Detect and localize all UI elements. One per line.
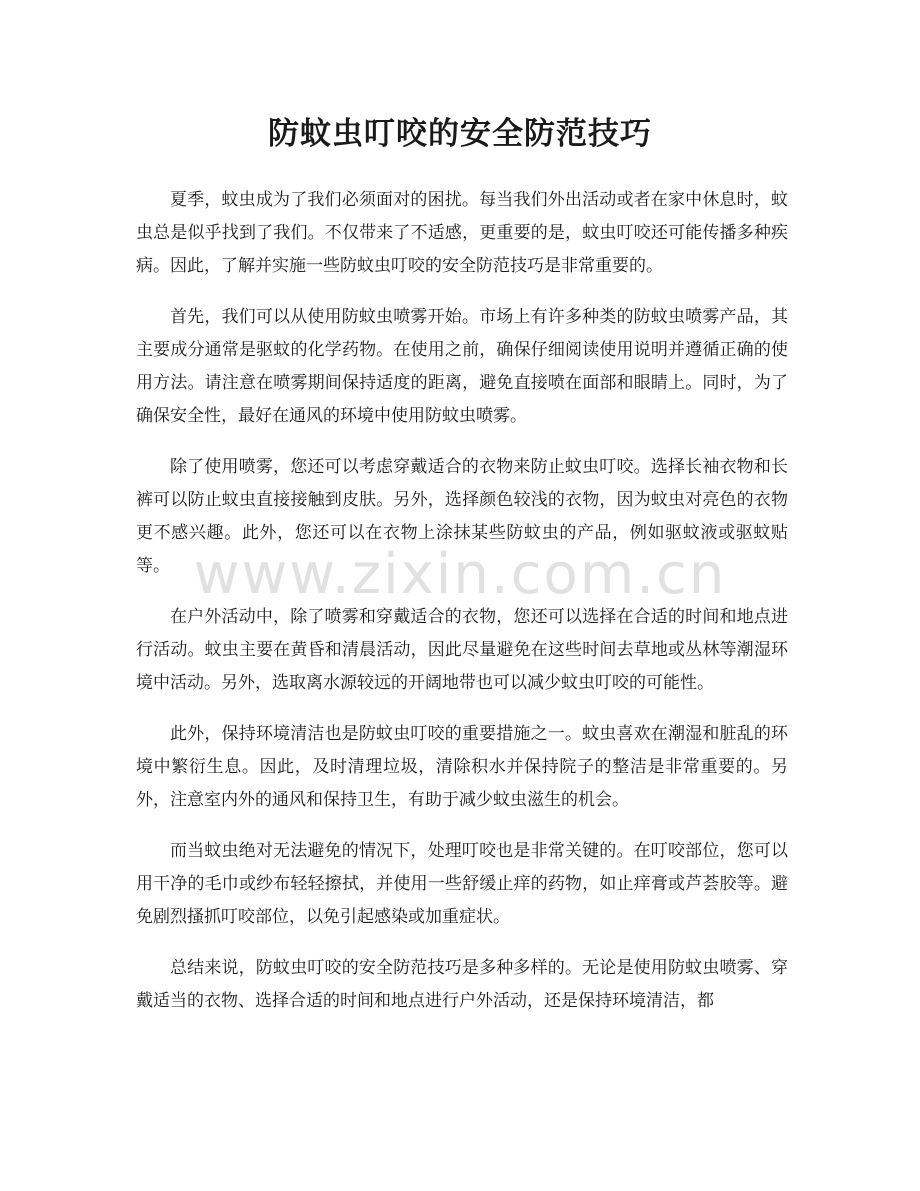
watermark: www.zixin.com.cn (193, 542, 727, 607)
document-body (136, 184, 788, 1036)
paragraph-6: 而当蚊虫绝对无法避免的情况下，处理叮咬也是非常关键的。在叮咬部位，您可以用干净的毛巾或纱布轻轻擦拭，并使用一些舒缓止痒的药物，如止痒膏或芦荟胶等。避免剧烈搔抓叮咬部位，以免引起感染或加重症状。 (136, 841, 788, 927)
paragraph-3: 除了使用喷雾，您还可以考虑穿戴适合的衣物来防止蚊虫叮咬。选择长袖衣物和长裤可以防止蚊虫直接接触到皮肤。另外，选择颜色较浅的衣物，因为蚊虫对亮色的衣物更不感兴趣。此外，您还可以在衣物上涂抹某些防蚊虫的产品，例如驱蚊液或驱蚊贴等。 (136, 457, 788, 576)
paragraph-5: 此外，保持环境清洁也是防蚊虫叮咬的重要措施之一。蚊虫喜欢在潮湿和脏乱的环境中繁衍生息。因此，及时清理垃圾，清除积水并保持院子的整洁是非常重要的。另外，注意室内外的通风和保持卫生，有助于减少蚊虫滋生的机会。 (136, 724, 788, 810)
paragraph-4: 在户外活动中，除了喷雾和穿戴适合的衣物，您还可以选择在合适的时间和地点进行活动。蚊虫主要在黄昏和清晨活动，因此尽量避免在这些时间去草地或丛林等潮湿环境中活动。另外，选取离水源较远的开阔地带也可以减少蚊虫叮咬的可能性。 (136, 607, 788, 693)
paragraph-7: 总结来说，防蚊虫叮咬的安全防范技巧是多种多样的。无论是使用防蚊虫喷雾、穿戴适当的衣物、选择合适的时间和地点进行户外活动，还是保持环境清洁，都 (136, 958, 788, 1011)
document-title: 防蚊虫叮咬的安全防范技巧 (268, 116, 652, 152)
paragraph-2: 首先，我们可以从使用防蚊虫喷雾开始。市场上有许多种类的防蚊虫喷雾产品，其主要成分通常是驱蚊的化学药物。在使用之前，确保仔细阅读使用说明并遵循正确的使用方法。请注意在喷雾期间保持适度的距离，避免直接喷在面部和眼睛上。同时，为了确保安全性，最好在通风的环境中使用防蚊虫喷雾。 (136, 307, 788, 426)
paragraph-1: 夏季，蚊虫成为了我们必须面对的困扰。每当我们外出活动或者在家中休息时，蚊虫总是似乎找到了我们。不仅带来了不适感，更重要的是，蚊虫叮咬还可能传播多种疾病。因此，了解并实施一些防蚊虫叮咬的安全防范技巧是非常重要的。 (136, 190, 788, 276)
